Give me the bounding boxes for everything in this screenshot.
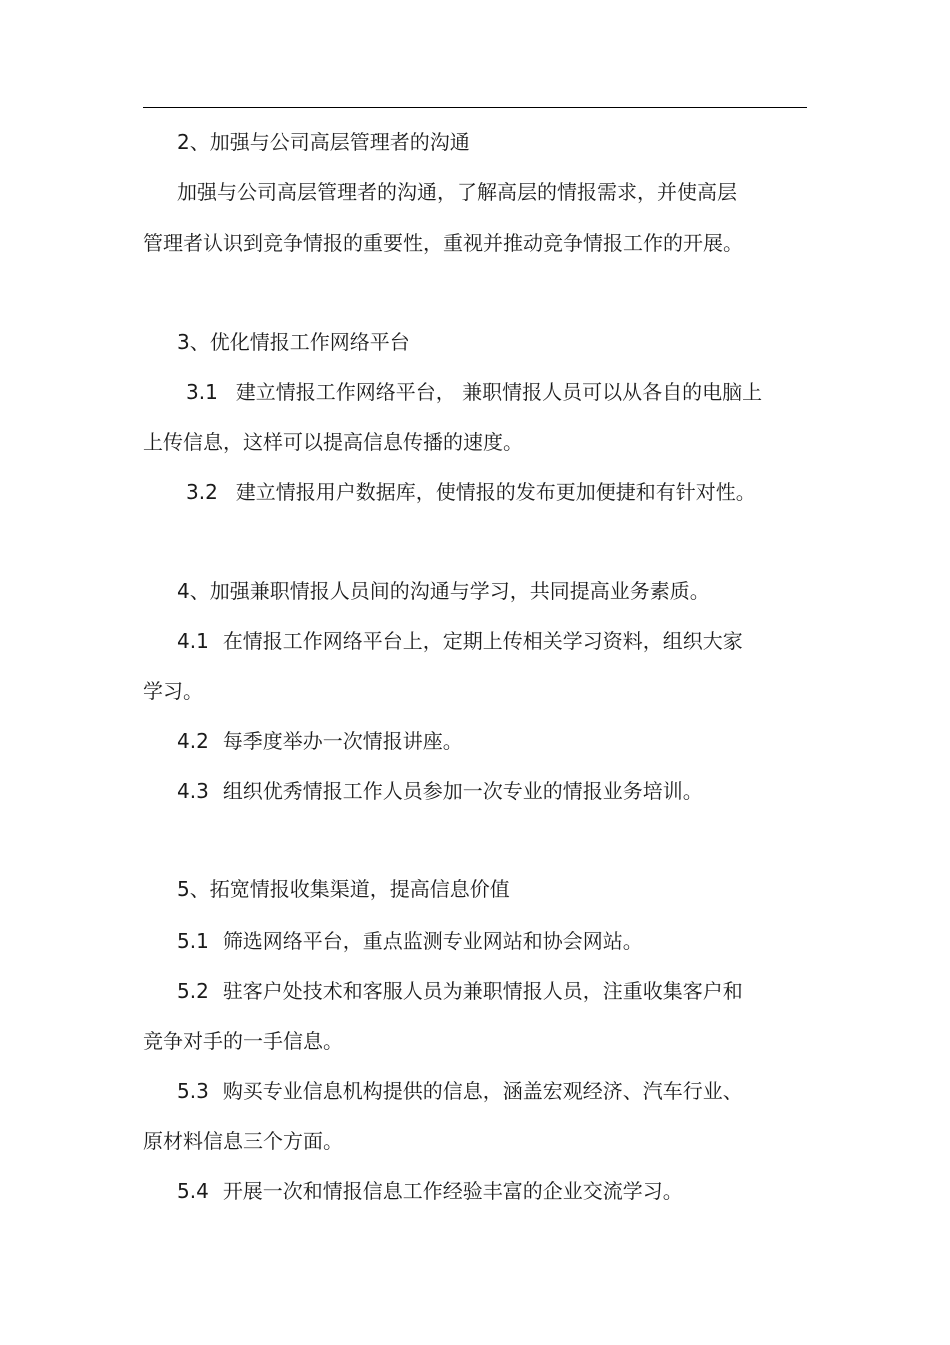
item-number: 4.2 [177, 729, 209, 753]
item-number: 4.3 [177, 779, 209, 803]
item-4-1 [177, 629, 743, 653]
item-5-1 [177, 929, 643, 953]
item-text: 驻客户处技术和客服人员为兼职情报人员，注重收集客户和 [222, 979, 743, 1003]
item-number: 5.2 [177, 979, 209, 1003]
item-number: 5.4 [177, 1179, 209, 1203]
item-number: 4.1 [177, 629, 209, 653]
item-number: 5.3 [177, 1079, 209, 1103]
section-2-heading: 2、加强与公司高层管理者的沟通 [177, 130, 470, 154]
item-4-3 [177, 779, 703, 803]
item-5-3 [177, 1079, 743, 1103]
section-2-paragraph-line-2: 管理者认识到竞争情报的重要性，重视并推动竞争情报工作的开展。 [143, 231, 743, 255]
item-text: 建立情报工作网络平台， 兼职情报人员可以从各自的电脑上 [235, 380, 763, 404]
item-3-2 [186, 480, 756, 504]
item-5-4 [177, 1179, 683, 1203]
item-text: 购买专业信息机构提供的信息，涵盖宏观经济、汽车行业、 [222, 1079, 743, 1103]
item-3-1 [186, 380, 762, 404]
item-number: 5.1 [177, 929, 209, 953]
item-number: 3.2 [186, 480, 218, 504]
item-4-1-continuation: 学习。 [143, 679, 203, 703]
section-3-heading: 3、优化情报工作网络平台 [177, 330, 410, 354]
item-text: 建立情报用户数据库，使情报的发布更加便捷和有针对性。 [235, 480, 756, 504]
header-rule [143, 107, 807, 108]
item-text: 每季度举办一次情报讲座。 [222, 729, 463, 753]
item-4-2 [177, 729, 463, 753]
section-2-paragraph-line-1: 加强与公司高层管理者的沟通，了解高层的情报需求，并使高层 [177, 180, 737, 204]
item-5-3-continuation: 原材料信息三个方面。 [143, 1129, 343, 1153]
section-5-heading: 5、拓宽情报收集渠道，提高信息价值 [177, 877, 510, 901]
item-5-2 [177, 979, 743, 1003]
item-3-1-continuation: 上传信息，这样可以提高信息传播的速度。 [143, 430, 523, 454]
item-text: 开展一次和情报信息工作经验丰富的企业交流学习。 [222, 1179, 683, 1203]
item-5-2-continuation: 竞争对手的一手信息。 [143, 1029, 343, 1053]
item-text: 组织优秀情报工作人员参加一次专业的情报业务培训。 [222, 779, 703, 803]
section-4-heading: 4、加强兼职情报人员间的沟通与学习，共同提高业务素质。 [177, 579, 710, 603]
item-text: 筛选网络平台，重点监测专业网站和协会网站。 [222, 929, 643, 953]
item-number: 3.1 [186, 380, 218, 404]
item-text: 在情报工作网络平台上，定期上传相关学习资料，组织大家 [222, 629, 743, 653]
